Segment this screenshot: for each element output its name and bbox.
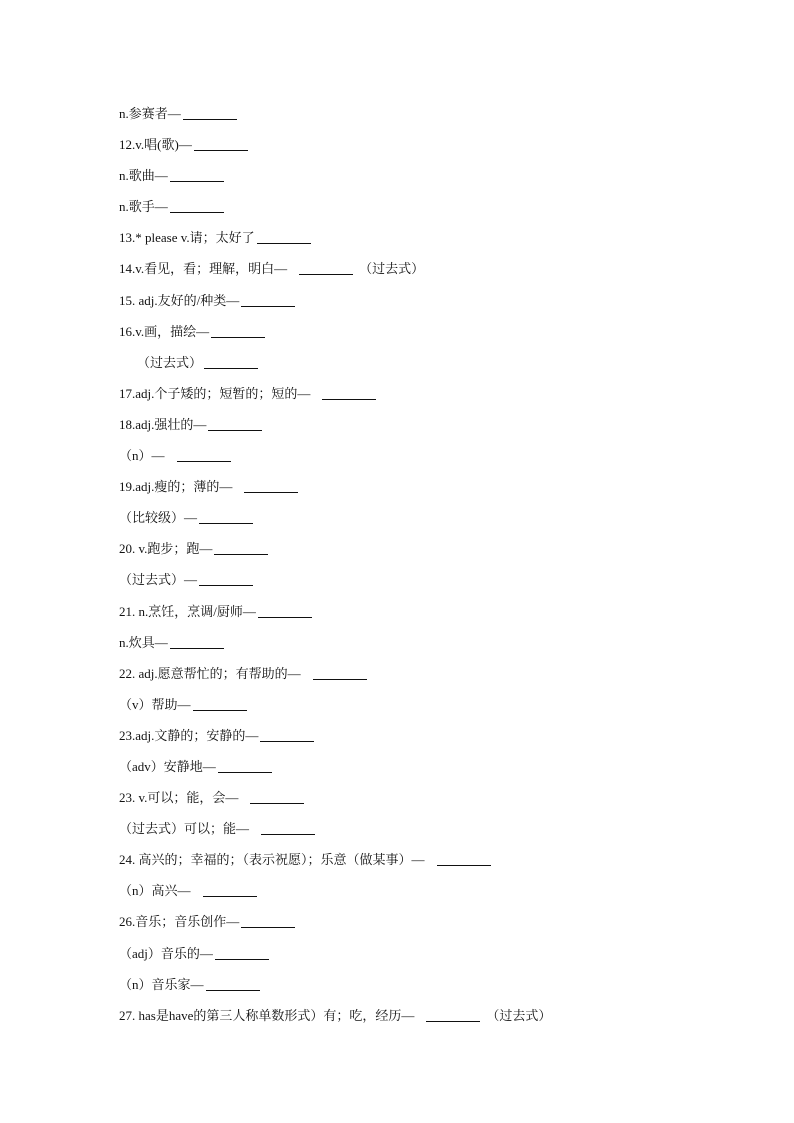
answer-blank[interactable] — [183, 118, 237, 120]
item-text: 21. n.烹饪，烹调/厨师— — [119, 603, 256, 619]
item-text: n.歌手— — [119, 199, 168, 215]
answer-blank[interactable] — [204, 367, 258, 369]
item-text: n.歌曲— — [119, 168, 168, 184]
answer-blank[interactable] — [313, 678, 367, 680]
item-text: （adv）安静地— — [119, 758, 216, 774]
item-text: 26.音乐；音乐创作— — [119, 914, 240, 930]
item-text: 22. adj.愿意帮忙的；有帮助的— — [119, 665, 301, 681]
list-item — [119, 353, 739, 384]
list-item — [119, 602, 739, 633]
item-text: （过去式）可以；能— — [119, 821, 250, 837]
list-item — [119, 446, 739, 477]
answer-blank[interactable] — [260, 740, 314, 742]
answer-blank[interactable] — [215, 958, 269, 960]
list-item — [119, 508, 739, 539]
answer-blank[interactable] — [214, 553, 268, 555]
answer-blank[interactable] — [203, 895, 257, 897]
item-text: 18.adj.强壮的— — [119, 416, 207, 432]
answer-blank[interactable] — [170, 647, 224, 649]
answer-blank[interactable] — [257, 242, 311, 244]
answer-blank[interactable] — [426, 1020, 480, 1022]
answer-blank[interactable] — [261, 833, 315, 835]
item-text: 20. v.跑步；跑— — [119, 541, 213, 557]
answer-blank[interactable] — [250, 802, 304, 804]
answer-blank[interactable] — [194, 149, 248, 151]
answer-blank[interactable] — [322, 398, 376, 400]
list-item — [119, 695, 739, 726]
answer-blank[interactable] — [241, 305, 295, 307]
answer-blank[interactable] — [170, 180, 224, 182]
item-text: （n）音乐家— — [119, 976, 204, 992]
item-text: （adj）音乐的— — [119, 945, 213, 961]
item-text: 23.adj.文静的；安静的— — [119, 727, 259, 743]
vocabulary-list — [119, 104, 739, 1037]
list-item — [119, 726, 739, 757]
item-text: （比较级）— — [119, 510, 198, 526]
list-item — [119, 166, 739, 197]
item-text: 24. 高兴的；幸福的；（表示祝愿）；乐意（做某事）— — [119, 852, 425, 868]
item-text: n.参赛者— — [119, 106, 181, 121]
list-item — [119, 633, 739, 664]
list-item — [119, 322, 739, 353]
answer-blank[interactable] — [258, 616, 312, 618]
list-item — [119, 384, 739, 415]
item-text: （v）帮助— — [119, 696, 191, 712]
answer-blank[interactable] — [218, 771, 272, 773]
list-item — [119, 259, 739, 290]
answer-blank[interactable] — [170, 211, 224, 213]
list-item — [119, 135, 739, 166]
item-text: 27. has是have的第三人称单数形式）有；吃，经历— — [119, 1007, 415, 1023]
list-item — [119, 539, 739, 570]
list-item — [119, 819, 739, 850]
answer-blank[interactable] — [211, 336, 265, 338]
answer-blank[interactable] — [244, 491, 298, 493]
list-item — [119, 757, 739, 788]
list-item — [119, 477, 739, 508]
list-item — [119, 570, 739, 601]
list-item — [119, 104, 739, 135]
list-item — [119, 788, 739, 819]
list-item — [119, 1006, 739, 1037]
list-item — [119, 415, 739, 446]
answer-blank[interactable] — [199, 584, 253, 586]
list-item — [119, 944, 739, 975]
item-text: （n）高兴— — [119, 883, 191, 899]
answer-blank[interactable] — [199, 522, 253, 524]
item-text: 23. v.可以；能，会— — [119, 790, 239, 806]
answer-blank[interactable] — [437, 864, 491, 866]
list-item — [119, 228, 739, 259]
item-text: （n）— — [119, 448, 165, 464]
item-text: 12.v.唱(歌)— — [119, 137, 192, 153]
answer-blank[interactable] — [193, 709, 247, 711]
item-suffix: （过去式） — [359, 261, 425, 277]
item-text: 19.adj.瘦的；薄的— — [119, 479, 233, 495]
item-text: （过去式） — [137, 354, 203, 370]
item-suffix: （过去式） — [486, 1007, 552, 1023]
item-text: 14.v.看见，看；理解，明白— — [119, 261, 288, 277]
list-item — [119, 881, 739, 912]
item-text: 13.* please v.请；太好了 — [119, 230, 255, 246]
list-item — [119, 975, 739, 1006]
list-item — [119, 850, 739, 881]
list-item — [119, 912, 739, 943]
answer-blank[interactable] — [177, 460, 231, 462]
item-text: 16.v.画，描绘— — [119, 323, 210, 339]
list-item — [119, 197, 739, 228]
item-text: n.炊具— — [119, 634, 168, 650]
list-item — [119, 664, 739, 695]
answer-blank[interactable] — [241, 926, 295, 928]
answer-blank[interactable] — [299, 273, 353, 275]
list-item — [119, 291, 739, 322]
answer-blank[interactable] — [208, 429, 262, 431]
item-text: （过去式）— — [119, 572, 198, 588]
answer-blank[interactable] — [206, 989, 260, 991]
item-text: 15. adj.友好的/种类— — [119, 292, 240, 308]
item-text: 17.adj.个子矮的；短暂的；短的— — [119, 385, 311, 401]
